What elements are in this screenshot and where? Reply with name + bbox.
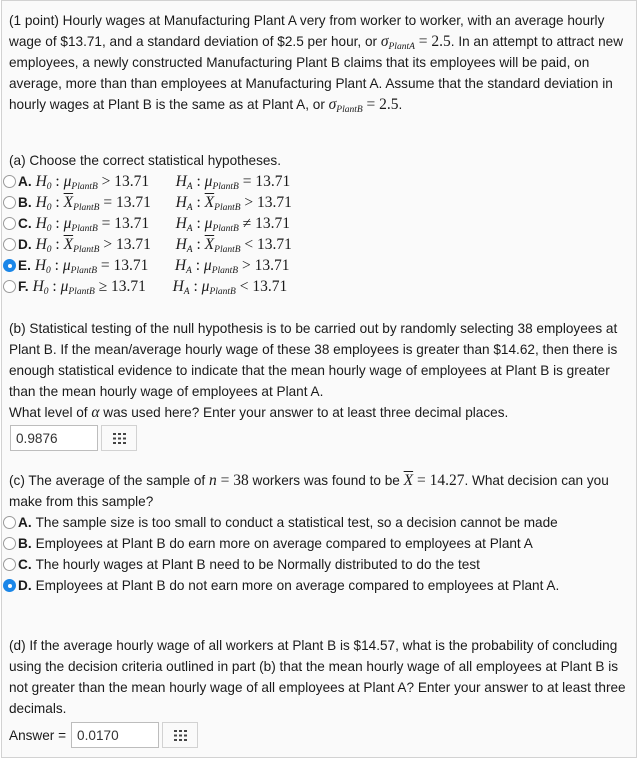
radio-button[interactable] bbox=[3, 217, 16, 230]
radio-button[interactable] bbox=[3, 558, 16, 571]
grid-icon bbox=[174, 730, 187, 741]
option-letter: D. bbox=[18, 237, 32, 252]
equation-editor-button[interactable] bbox=[162, 722, 198, 748]
option-letter: A. bbox=[18, 515, 32, 530]
intro-text-2: . In an attempt to attract new employees, a newly constructed Manufacturing Plant B claims that its employees will be paid, on average, more than than employees at Manufacturing Plant A. Assume that the standard deviation in hourly wages at Plant B is the same as at Plant A, or bbox=[9, 34, 624, 112]
grid-icon bbox=[113, 433, 126, 444]
hypothesis-option-a[interactable] bbox=[9, 171, 628, 192]
hypothesis-option-e[interactable] bbox=[9, 255, 628, 276]
option-letter: B. bbox=[18, 195, 32, 210]
radio-button[interactable] bbox=[3, 238, 16, 251]
hypothesis-expression bbox=[35, 255, 290, 276]
hypothesis-option-d[interactable] bbox=[9, 234, 628, 255]
alpha-answer-input[interactable] bbox=[10, 425, 98, 451]
hypothesis-expression bbox=[36, 192, 292, 213]
alt-hypothesis: $H_A$ : $\overline{X}_{PlantB} < 13.71$ bbox=[175, 236, 292, 255]
null-hypothesis: $H_0$ : $\mu_{PlantB} > 13.71$ bbox=[35, 173, 150, 192]
problem-intro: (1 point) Hourly wages at Manufacturing Plant A very from worker to worker, with an average hourly wage of $13.71, and a standard deviation of $2.5 per hour, or $\sigma_{PlantA} = 2.5$. In an attempt to attract new employees, a newly constructed Manufacturing Plant B claims that its employees will be paid, on average, more than than employees at Manufacturing Plant A. Assume that the standard deviation in hourly wages at Plant B is the same as at Plant A, or $\sigma_{PlantB} = 2.5$. bbox=[9, 13, 624, 115]
hypothesis-expression bbox=[33, 276, 288, 297]
answer-label: Answer = bbox=[9, 727, 67, 743]
probability-answer-input[interactable] bbox=[71, 722, 159, 748]
radio-button[interactable] bbox=[3, 537, 16, 550]
null-hypothesis: $H_0$ : $\mu_{PlantB} \ge 13.71$ bbox=[32, 278, 146, 297]
equation-editor-button[interactable] bbox=[101, 425, 137, 451]
option-letter: E. bbox=[18, 258, 31, 273]
radio-button[interactable] bbox=[3, 579, 16, 592]
hypothesis-expression bbox=[36, 213, 290, 234]
decision-option-b[interactable] bbox=[9, 533, 628, 554]
option-text: The hourly wages at Plant B need to be Normally distributed to do the test bbox=[35, 557, 480, 572]
hypothesis-expression bbox=[36, 171, 291, 192]
hypothesis-expression bbox=[36, 234, 292, 255]
option-letter: F. bbox=[18, 279, 29, 294]
part-b bbox=[9, 318, 628, 451]
part-a-question: (a) Choose the correct statistical hypotheses. bbox=[9, 153, 282, 168]
option-letter: C. bbox=[18, 216, 32, 231]
radio-button[interactable] bbox=[3, 280, 16, 293]
hypothesis-option-c[interactable] bbox=[9, 213, 628, 234]
part-b-text: (b) Statistical testing of the null hypothesis is to be carried out by randomly selecting 38 employees at Plant B. If the mean/average hourly wage of these 38 employees is greater than $14.62, then there is enough statistical evidence to indicate that the mean hourly wage of employees at Plant B is greater than the mean hourly wage of employees at Plant A. bbox=[9, 321, 618, 399]
hypothesis-option-f[interactable] bbox=[9, 276, 628, 297]
option-letter: A. bbox=[18, 174, 32, 189]
null-hypothesis: $H_0$ : $\overline{X}_{PlantB} = 13.71$ bbox=[35, 194, 151, 213]
part-c-question: (c) The average of the sample of n = 38 workers was found to be $\overline{X} = 14.27$. What decision can you make from this sample? bbox=[9, 472, 609, 509]
option-text: The sample size is too small to conduct a statistical test, so a decision cannot be made bbox=[35, 515, 558, 530]
part-c bbox=[9, 470, 628, 596]
part-d-text: (d) If the average hourly wage of all workers at Plant B is $14.57, what is the probability of concluding using the decision criteria outlined in part (b) that the mean hourly wage of all employees at Plant B is not greater than the mean hourly wage of all employees at Plant A? Enter your answer to at least three decimals. bbox=[9, 638, 626, 716]
alt-hypothesis: $H_A$ : $\mu_{PlantB} \ne 13.71$ bbox=[175, 215, 290, 234]
alt-hypothesis: $H_A$ : $\mu_{PlantB} = 13.71$ bbox=[175, 173, 291, 192]
part-b-question: What level of α was used here? Enter your answer to at least three decimal places. bbox=[9, 404, 509, 421]
radio-button[interactable] bbox=[3, 196, 16, 209]
option-letter: B. bbox=[18, 536, 32, 551]
radio-button[interactable] bbox=[3, 259, 16, 272]
hypothesis-option-b[interactable] bbox=[9, 192, 628, 213]
problem-panel bbox=[1, 0, 637, 758]
part-a bbox=[9, 150, 628, 297]
option-text: Employees at Plant B do not earn more on average compared to employees at Plant A. bbox=[35, 578, 560, 593]
null-hypothesis: $H_0$ : $\overline{X}_{PlantB} > 13.71$ bbox=[35, 236, 151, 255]
sigma-plant-a: $\sigma_{PlantA} = 2.5$ bbox=[380, 33, 451, 52]
alt-hypothesis: $H_A$ : $\mu_{PlantB} > 13.71$ bbox=[174, 257, 290, 276]
part-d bbox=[9, 635, 628, 748]
sigma-plant-b: $\sigma_{PlantB} = 2.5$ bbox=[328, 96, 399, 115]
part-a-options bbox=[9, 171, 628, 297]
part-c-options bbox=[9, 512, 628, 596]
option-letter: D. bbox=[18, 578, 32, 593]
null-hypothesis: $H_0$ : $\mu_{PlantB} = 13.71$ bbox=[34, 257, 149, 276]
option-text: Employees at Plant B do earn more on average compared to employees at Plant A bbox=[35, 536, 533, 551]
decision-option-d[interactable] bbox=[9, 575, 628, 596]
null-hypothesis: $H_0$ : $\mu_{PlantB} = 13.71$ bbox=[35, 215, 150, 234]
decision-option-c[interactable] bbox=[9, 554, 628, 575]
intro-text-1: (1 point) Hourly wages at Manufacturing Plant A very from worker to worker, with an average hourly wage of $13.71, and a standard deviation of $2.5 per hour, or bbox=[9, 13, 605, 49]
option-letter: C. bbox=[18, 557, 32, 572]
decision-option-a[interactable] bbox=[9, 512, 628, 533]
radio-button[interactable] bbox=[3, 175, 16, 188]
alt-hypothesis: $H_A$ : $\overline{X}_{PlantB} > 13.71$ bbox=[175, 194, 292, 213]
alt-hypothesis: $H_A$ : $\mu_{PlantB} < 13.71$ bbox=[172, 278, 288, 297]
radio-button[interactable] bbox=[3, 516, 16, 529]
